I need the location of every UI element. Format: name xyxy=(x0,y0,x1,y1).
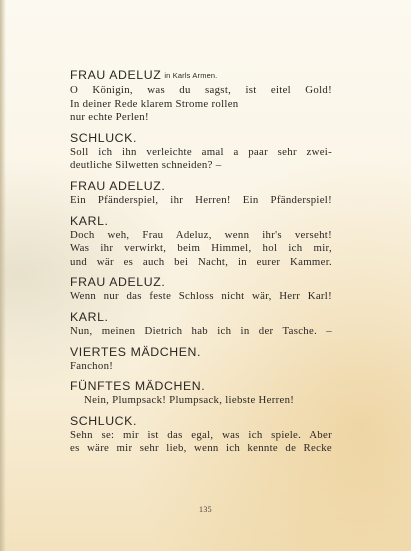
speaker-name: KARL. xyxy=(70,213,109,228)
dialogue-line: Soll ich ihn verleichte amal a paar sehr zwei- xyxy=(70,145,332,158)
dialogue-line: Wenn nur das feste Schloss nicht wär, Herr Karl! xyxy=(70,290,332,303)
speaker-name: SCHLUCK. xyxy=(70,413,137,428)
dialogue-line: Ein Pfänderspiel, ihr Herren! Ein Pfänderspiel! xyxy=(70,193,332,206)
page-number: 135 xyxy=(199,505,212,514)
dialogue-block xyxy=(70,275,332,304)
dialogue-line: Doch weh, Frau Adeluz, wenn ihr's verseht! xyxy=(70,228,332,241)
dialogue-line: deutliche Silwetten schneiden? – xyxy=(70,159,222,172)
dialogue-block xyxy=(70,131,332,173)
dialogue-line: Fanchon! xyxy=(70,359,114,372)
dialogue-line: Nein, Plumpsack! Plumpsack, liebste Herren! xyxy=(84,394,295,407)
speaker-name: FRAU ADELUZ in Karls Armen. xyxy=(70,68,218,82)
stage-direction: in Karls Armen. xyxy=(164,71,218,80)
dialogue-block xyxy=(70,379,332,408)
dialogue-line: es wäre mir sehr lieb, wenn ich kennte de Recke xyxy=(70,442,332,455)
speaker-name: FRAU ADELUZ. xyxy=(70,275,166,290)
dialogue-line: Was ihr verwirkt, beim Himmel, hol ich mir, xyxy=(70,242,332,255)
dialogue-line: O Königin, was du sagst, ist eitel Gold! xyxy=(70,84,332,96)
dialogue-line: In deiner Rede klarem Strome rollen xyxy=(70,97,239,110)
dialogue-line: Sehn se: mir ist das egal, was ich spiele. Aber xyxy=(70,428,332,441)
dialogue-block xyxy=(70,179,332,208)
speaker-name: VIERTES MÄDCHEN. xyxy=(70,344,201,359)
speaker-name: SCHLUCK. xyxy=(70,130,137,145)
speaker-name: FÜNFTES MÄDCHEN. xyxy=(70,379,206,394)
speaker-name: KARL. xyxy=(70,309,109,324)
dialogue-block xyxy=(70,310,332,339)
dialogue-block xyxy=(70,68,332,125)
dialogue-line: nur echte Perlen! xyxy=(70,111,149,124)
page-edge-shadow xyxy=(0,0,6,551)
dialogue-block xyxy=(70,345,332,374)
dialogue-block xyxy=(70,414,332,456)
dialogue-block xyxy=(70,214,332,270)
speaker-name: FRAU ADELUZ. xyxy=(70,178,166,193)
dialogue-line: Nun, meinen Dietrich hab ich in der Tasche. – xyxy=(70,324,332,337)
play-text xyxy=(70,66,332,456)
dialogue-line: und wär es auch bei Nacht, in eurer Kammer. xyxy=(70,255,332,268)
